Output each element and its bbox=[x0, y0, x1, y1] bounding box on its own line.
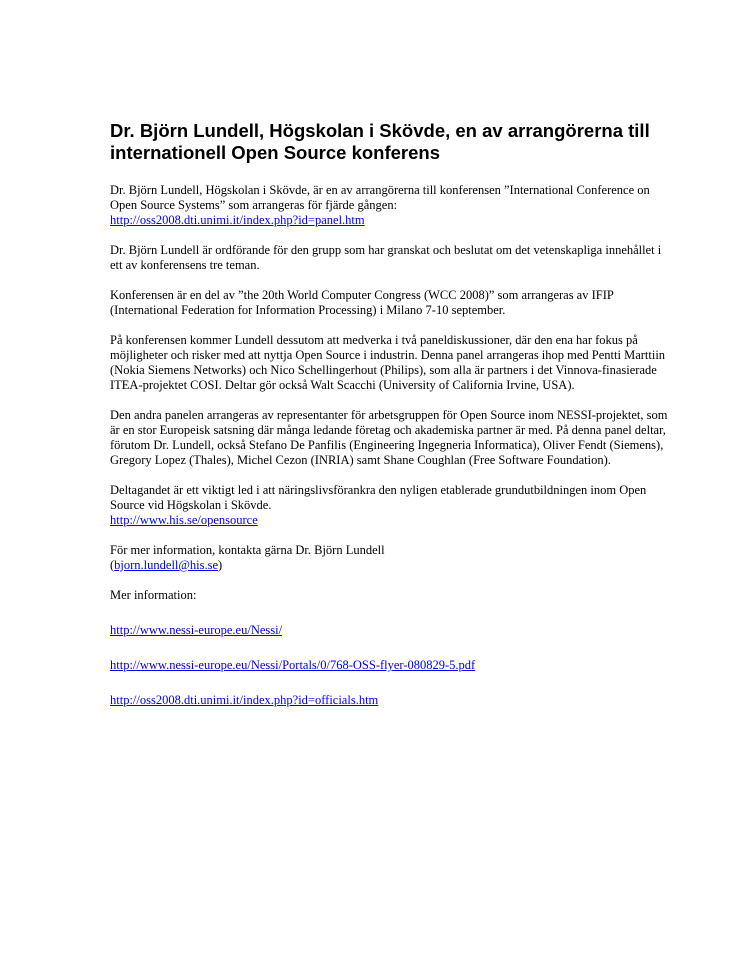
contact-email-link[interactable]: bjorn.lundell@his.se bbox=[114, 558, 219, 572]
link-item bbox=[110, 623, 670, 638]
his-opensource-link[interactable]: http://www.his.se/opensource bbox=[110, 513, 258, 527]
paragraph-intro bbox=[110, 183, 670, 228]
paragraph-contact bbox=[110, 543, 670, 573]
paragraph-panel-two: Den andra panelen arrangeras av representanter för arbetsgruppen för Open Source inom NESSI-projektet, som är en stor Europeisk satsning där många ledande företag och akademiska partner är med. På denna panel deltar, förutom Dr. Lundell, också Stefano De Panfilis (Engineering Ingegneria Informatica), Oliver Fendt (Siemens), Gregory Lopez (Thales), Michel Cezon (INRIA) samt Shane Coughlan (Free Software Foundation). bbox=[110, 408, 668, 467]
conference-officials-link[interactable]: http://oss2008.dti.unimi.it/index.php?id=officials.htm bbox=[110, 693, 379, 707]
document-page bbox=[110, 120, 670, 728]
link-item bbox=[110, 693, 670, 708]
paragraph-education-text: Deltagandet är ett viktigt led i att näringslivsförankra den nyligen etablerade grundutbildningen inom Open Source vid Högskolan i Skövde. bbox=[110, 483, 647, 512]
more-info-label: Mer information: bbox=[110, 588, 197, 602]
paragraph-intro-text: Dr. Björn Lundell, Högskolan i Skövde, är en av arrangörerna till konferensen ”International Conference on Open Source Systems” som arrangeras för fjärde gången: bbox=[110, 183, 650, 212]
contact-paren-close: ) bbox=[218, 558, 223, 572]
contact-paren-open: ( bbox=[110, 558, 115, 572]
contact-text: För mer information, kontakta gärna Dr. Björn Lundell bbox=[110, 543, 385, 557]
paragraph-chair: Dr. Björn Lundell är ordförande för den grupp som har granskat och beslutat om det vetenskapliga innehållet i ett av konferensens tre teman. bbox=[110, 243, 662, 272]
paragraph-panel-one: På konferensen kommer Lundell dessutom att medverka i två paneldiskussioner, där den ena har fokus på möjligheter och risker med att nyttja Open Source i industrin. Denna panel arrangeras ihop med Pentti Marttiin (Nokia Siemens Networks) och Nico Schellingerhout (Philips), som alla är partners i det Vinnova-finasierade ITEA-projektet COSI. Deltar gör också Walt Scacchi (University of California Irvine, USA). bbox=[110, 333, 666, 392]
paragraph-education bbox=[110, 483, 670, 528]
nessi-flyer-pdf-link[interactable]: http://www.nessi-europe.eu/Nessi/Portals/0/768-OSS-flyer-080829-5.pdf bbox=[110, 658, 476, 672]
document-title: Dr. Björn Lundell, Högskolan i Skövde, en av arrangörerna till internationell Open Source konferens bbox=[110, 120, 650, 163]
conference-panel-link[interactable]: http://oss2008.dti.unimi.it/index.php?id=panel.htm bbox=[110, 213, 365, 227]
link-item bbox=[110, 658, 670, 673]
paragraph-congress: Konferensen är en del av ”the 20th World Computer Congress (WCC 2008)” som arrangeras av IFIP (International Federation for Information Processing) i Milano 7-10 september. bbox=[110, 288, 614, 317]
document-body bbox=[110, 183, 670, 708]
nessi-link[interactable]: http://www.nessi-europe.eu/Nessi/ bbox=[110, 623, 283, 637]
